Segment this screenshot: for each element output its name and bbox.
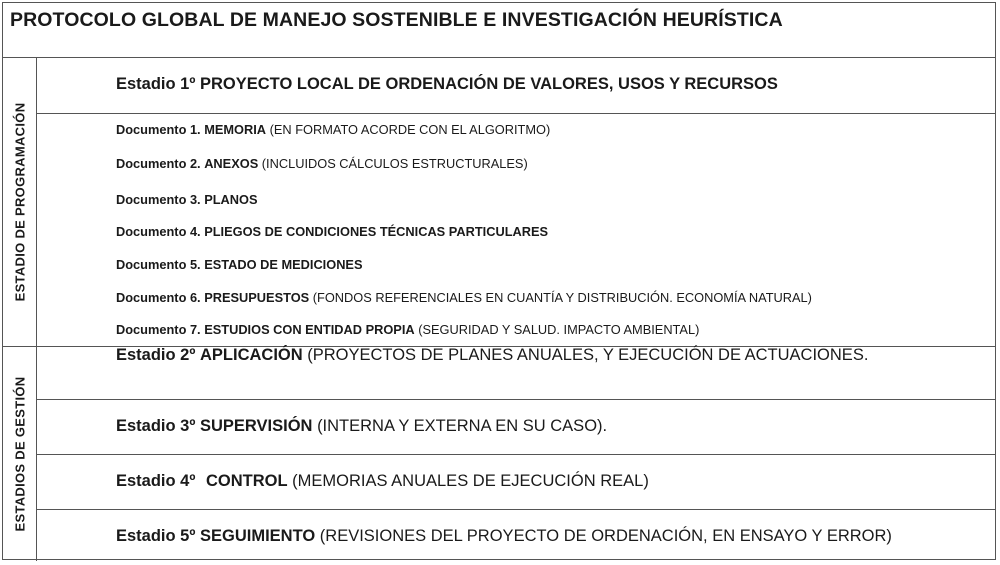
stage-title: SEGUIMIENTO bbox=[199, 527, 316, 545]
stage-prefix: Estadio 3º bbox=[116, 417, 196, 435]
gestion-label-cell bbox=[3, 346, 37, 561]
gestion-label: ESTADIOS DE GESTIÓN bbox=[12, 376, 27, 531]
document-row bbox=[116, 156, 528, 171]
document-row bbox=[116, 192, 258, 207]
programacion-label: ESTADIO DE PROGRAMACIÓN bbox=[12, 102, 27, 302]
row-divider bbox=[37, 113, 995, 114]
stage-prefix: Estadio 2º bbox=[116, 346, 196, 364]
document-note: (FONDOS REFERENCIALES EN CUANTÍA Y DISTRIBUCIÓN. ECONOMÍA NATURAL) bbox=[312, 290, 812, 305]
document-row bbox=[116, 322, 699, 337]
document-title: ANEXOS bbox=[204, 156, 259, 171]
stage-note: (MEMORIAS ANUALES DE EJECUCIÓN REAL) bbox=[292, 472, 649, 490]
stage-5-row bbox=[116, 527, 892, 546]
stage-note: (INTERNA Y EXTERNA EN SU CASO). bbox=[317, 417, 608, 435]
stage-4-row bbox=[116, 472, 649, 491]
document-prefix: Documento 2. bbox=[116, 156, 201, 171]
row-divider bbox=[37, 399, 995, 400]
title-cell bbox=[3, 3, 995, 58]
document-prefix: Documento 7. bbox=[116, 322, 201, 337]
stage-prefix: Estadio 4º bbox=[116, 472, 196, 490]
stage-prefix: Estadio 5º bbox=[116, 527, 196, 545]
document-note: (EN FORMATO ACORDE CON EL ALGORITMO) bbox=[269, 122, 551, 137]
document-row bbox=[116, 122, 550, 137]
stage-1-title: PROYECTO LOCAL DE ORDENACIÓN DE VALORES, USOS Y RECURSOS bbox=[199, 75, 778, 93]
protocol-table bbox=[2, 2, 996, 560]
stage-1-prefix: Estadio 1º bbox=[116, 75, 196, 93]
stage-1-row bbox=[116, 75, 778, 94]
document-title: ESTADO DE MEDICIONES bbox=[204, 257, 363, 272]
document-title: MEMORIA bbox=[204, 122, 267, 137]
page-title: PROTOCOLO GLOBAL DE MANEJO SOSTENIBLE E INVESTIGACIÓN HEURÍSTICA bbox=[10, 9, 783, 31]
row-divider bbox=[37, 509, 995, 510]
document-row bbox=[116, 257, 363, 272]
document-prefix: Documento 3. bbox=[116, 192, 201, 207]
document-title: PLANOS bbox=[204, 192, 258, 207]
document-note: (INCLUIDOS CÁLCULOS ESTRUCTURALES) bbox=[261, 156, 528, 171]
document-note: (SEGURIDAD Y SALUD. IMPACTO AMBIENTAL) bbox=[418, 322, 700, 337]
stage-2-row bbox=[116, 346, 868, 365]
stage-title: APLICACIÓN bbox=[199, 346, 303, 364]
programacion-label-cell bbox=[3, 58, 37, 346]
document-title: PRESUPUESTOS bbox=[204, 290, 310, 305]
stage-title: SUPERVISIÓN bbox=[199, 417, 313, 435]
stage-title: CONTROL bbox=[205, 472, 288, 490]
stage-3-row bbox=[116, 417, 607, 436]
document-prefix: Documento 1. bbox=[116, 122, 201, 137]
document-prefix: Documento 4. bbox=[116, 224, 201, 239]
document-prefix: Documento 6. bbox=[116, 290, 201, 305]
document-prefix: Documento 5. bbox=[116, 257, 201, 272]
document-title: PLIEGOS DE CONDICIONES TÉCNICAS PARTICULARES bbox=[204, 224, 549, 239]
stage-note: (PROYECTOS DE PLANES ANUALES, Y EJECUCIÓN DE ACTUACIONES. bbox=[307, 346, 869, 364]
document-title: ESTUDIOS CON ENTIDAD PROPIA bbox=[204, 322, 415, 337]
row-divider bbox=[37, 454, 995, 455]
document-row bbox=[116, 290, 812, 305]
stage-note: (REVISIONES DEL PROYECTO DE ORDENACIÓN, EN ENSAYO Y ERROR) bbox=[319, 527, 892, 545]
document-row bbox=[116, 224, 548, 239]
